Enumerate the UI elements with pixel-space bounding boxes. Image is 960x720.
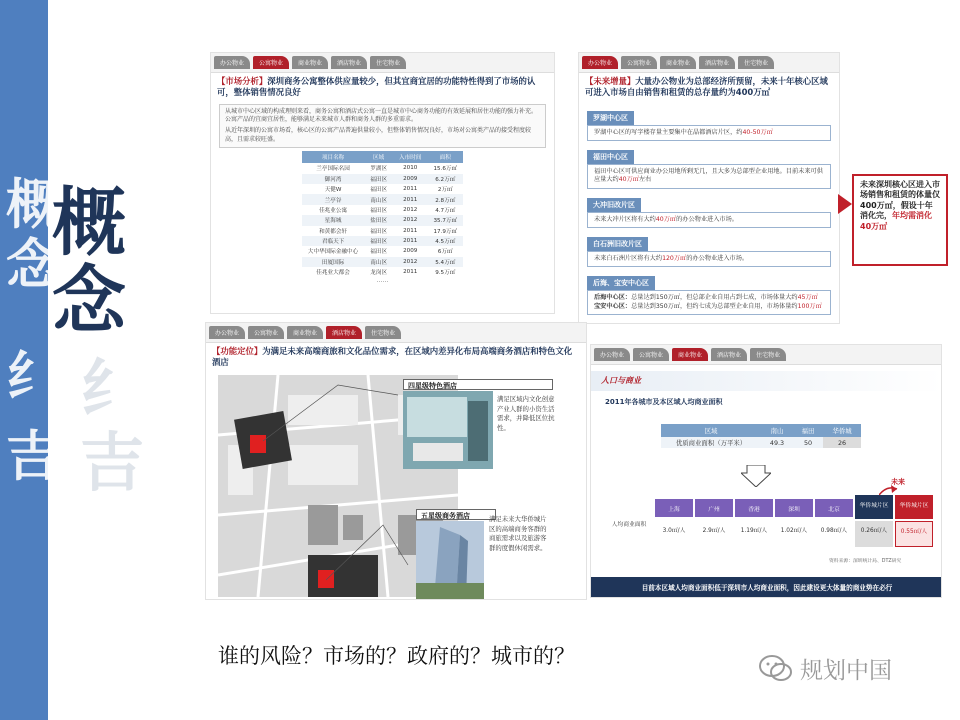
tab-residential[interactable]: 住宅物业 <box>370 56 406 69</box>
south-region <box>587 270 831 315</box>
table-cell: 49.3 <box>761 437 793 448</box>
table-cell: 6万㎡ <box>437 249 453 256</box>
bullet-item: 从城市中心区域的构成理则来看，商务公寓和酒店式公寓一直是城市中心商务功能的有效延展和居住功能的强力补充。公寓产品的宜商宜居性，能够满足未来城市人群和商务人群的多重需求。 <box>225 107 538 124</box>
table-row <box>302 246 463 256</box>
table-cell: 2011 <box>403 186 418 193</box>
table-cell: 盐田区 <box>364 215 393 225</box>
table-row <box>302 174 463 184</box>
hotel-tabs <box>206 323 586 343</box>
table-cell: 龙岗区 <box>370 270 388 277</box>
region-text: 未来大冲片区将有大约 <box>594 215 656 223</box>
apartment-bullets <box>219 104 546 149</box>
table-cell: 优质商业面积（万平米） <box>661 437 761 448</box>
column-value: 1.19㎡/人 <box>735 521 773 547</box>
title-char-1: 概 <box>52 180 126 266</box>
office-panel <box>578 52 840 324</box>
tab-office[interactable]: 办公物业 <box>209 326 245 339</box>
table-row <box>302 236 463 246</box>
commerce-panel <box>590 344 942 598</box>
region-body <box>587 212 831 228</box>
table-cell: 2012 <box>403 206 418 213</box>
region-title: 后海、宝安中心区 <box>587 276 655 290</box>
callout-highlight: 年均需消化40万㎡ <box>860 211 932 231</box>
region-title: 福田中心区 <box>587 150 634 164</box>
headline-text: 为满足未来高端商旅和文化品位需求，在区域内差异化布局高端商务酒店和特色文化酒店 <box>212 346 573 368</box>
title-ghost-char-4: 吉 <box>6 425 60 488</box>
tab-hotel[interactable]: 酒店物业 <box>699 56 735 69</box>
south-text-before: 总量达到150万㎡，但总部企业自用占到七成，市场体量大约 <box>631 294 798 302</box>
table-cell: 福田区 <box>370 249 388 256</box>
region-body <box>587 164 831 189</box>
region-body <box>587 251 831 267</box>
headline-tag: 【市场分析】 <box>217 76 268 86</box>
apartment-tabs <box>211 53 554 73</box>
table-cell: 御河湾 <box>302 174 364 184</box>
region-body <box>587 290 831 315</box>
table-cell: 17.9万㎡ <box>433 228 458 235</box>
apartment-headline <box>211 73 554 102</box>
office-region <box>587 105 831 141</box>
title-ghost-char-2: 念 <box>6 233 60 296</box>
four-star-title: 四星级特色酒店 <box>403 379 553 390</box>
hotel-panel <box>205 322 587 600</box>
table-cell: 兰亭国际名园 <box>316 166 350 173</box>
table-cell: 35.7万㎡ <box>427 215 463 225</box>
table-cell: 2009 <box>393 174 427 184</box>
column-header: 香港 <box>735 499 773 517</box>
table-row <box>302 194 463 204</box>
table-row <box>302 226 463 236</box>
table-cell: 佳兆业公寓 <box>319 207 348 214</box>
down-arrow-icon <box>741 465 771 487</box>
watermark-text: 规划中国 <box>800 658 892 684</box>
region-text: 的办公物业进入市场。 <box>676 215 738 223</box>
tab-hotel[interactable]: 酒店物业 <box>711 348 747 361</box>
office-headline <box>579 73 839 102</box>
commerce-tabs <box>591 345 941 365</box>
column-header: 深圳 <box>775 499 813 517</box>
five-star-hotel-image <box>416 521 484 599</box>
table-header: 南山 <box>761 424 793 437</box>
table-header: 面积 <box>427 151 463 163</box>
office-regions <box>579 105 839 268</box>
tab-office[interactable]: 办公物业 <box>594 348 630 361</box>
callout-arrow-icon <box>838 194 852 214</box>
table-cell: 南山区 <box>364 257 393 267</box>
headline-text: 大量办公物业为总部经济所预留，未来十年核心区域可进入市场自由销售和租赁的总存量约为400万㎡ <box>585 76 828 98</box>
tab-commerce[interactable]: 商业物业 <box>292 56 328 69</box>
table-cell: 6.2万㎡ <box>427 174 463 184</box>
table-cell: 2012 <box>393 257 427 267</box>
table-header: 入市时间 <box>393 151 427 163</box>
table-cell: 大中华国际金融中心 <box>307 249 359 256</box>
table-header: 区域 <box>661 424 761 437</box>
title-ghost-char-3: 纟 <box>6 345 60 408</box>
table-cell: 福田区 <box>370 228 388 235</box>
table-row <box>302 184 463 194</box>
column-value: 3.0㎡/人 <box>655 521 693 547</box>
tab-residential[interactable]: 住宅物业 <box>365 326 401 339</box>
title-ghost-right-2: 吉 <box>80 427 144 501</box>
commerce-bottom-table <box>605 495 935 553</box>
table-header: 区域 <box>364 151 393 163</box>
south-row <box>594 303 824 311</box>
column-header: 上海 <box>655 499 693 517</box>
table-more: …… <box>376 277 389 285</box>
region-body <box>587 125 831 141</box>
south-label: 宝安中心区： <box>594 302 632 310</box>
wechat-icon <box>758 654 794 684</box>
tab-office[interactable]: 办公物业 <box>214 56 250 69</box>
table-cell: 5.4万㎡ <box>427 257 463 267</box>
region-text: 罗湖中心区的写字楼存量主要集中在晶都酒店片区，约 <box>594 128 743 136</box>
table-cell: 2010 <box>403 165 418 172</box>
office-region <box>587 144 831 189</box>
table-cell: 4.7万㎡ <box>435 207 456 214</box>
table-cell: 9.5万㎡ <box>435 270 456 277</box>
region-text: 未来白石洲片区将有大约 <box>594 255 663 263</box>
table-cell: 和黄都会轩 <box>319 228 348 235</box>
tab-apartment[interactable]: 公寓物业 <box>253 56 289 69</box>
table-row <box>302 215 463 225</box>
region-highlight: 40万㎡ <box>618 176 639 184</box>
region-text: 左右 <box>639 176 652 184</box>
office-region <box>587 231 831 267</box>
tab-apartment[interactable]: 公寓物业 <box>633 348 669 361</box>
region-title: 白石洲旧改片区 <box>587 237 648 251</box>
tab-commerce[interactable]: 商业物业 <box>672 348 708 361</box>
table-cell: 南山区 <box>364 194 393 204</box>
tab-hotel[interactable]: 酒店物业 <box>331 56 367 69</box>
table-row <box>302 267 463 277</box>
column-header: 华侨城片区 <box>855 495 893 519</box>
column-value: 0.98㎡/人 <box>815 521 853 547</box>
table-cell: 君临天下 <box>302 236 364 246</box>
headline-text: 深圳商务公寓整体供应量较少，但其宜商宜居的功能特性得到了市场的认可，整体销售情况良好 <box>217 76 536 98</box>
column-value: 0.55㎡/人 <box>895 521 933 547</box>
column-header: 广州 <box>695 499 733 517</box>
office-region <box>587 192 831 228</box>
office-callout <box>852 174 948 266</box>
section-band <box>591 371 942 391</box>
commerce-top-table <box>661 424 861 448</box>
tab-apartment[interactable]: 公寓物业 <box>621 56 657 69</box>
tab-commerce[interactable]: 商业物业 <box>660 56 696 69</box>
tab-apartment[interactable]: 公寓物业 <box>248 326 284 339</box>
region-text: 的办公物业进入市场。 <box>686 255 749 263</box>
row-label: 人均商业面积 <box>611 522 647 528</box>
table-cell: 26 <box>823 437 861 448</box>
table-cell: 田厦国际 <box>302 257 364 267</box>
headline-tag: 【功能定位】 <box>212 346 263 356</box>
table-cell: 兰亭谷 <box>302 194 364 204</box>
tab-residential[interactable]: 住宅物业 <box>738 56 774 69</box>
five-star-desc: 满足未来大华侨城片区的高端商务客群的商旅需求以及旅游客群的度假休闲需求。 <box>489 515 547 552</box>
bullet-item: 从近年深圳的公寓市场看，核心区的公寓产品普遍供量较小，但整体销售情况良好，市场对公寓类产品的接受程度较高，且需求较旺盛。 <box>225 127 532 143</box>
page-caption: 谁的风险？市场的？政府的？城市的？ <box>218 644 575 668</box>
table-cell: 2011 <box>403 269 418 276</box>
table-cell: 佳兆业大都会 <box>316 270 350 277</box>
column-value: 1.02㎡/人 <box>775 521 813 547</box>
headline-tag: 【未来增量】 <box>585 76 636 86</box>
region-highlight: 40-50万㎡ <box>742 128 773 136</box>
region-highlight: 120万㎡ <box>662 255 687 263</box>
region-highlight: 40万㎡ <box>655 215 677 223</box>
four-star-desc: 满足区域内文化创意产业人群的小资生活需求，并降低区位抗性。 <box>497 395 555 432</box>
source-note: 资料来源：深圳统计局、DTZ研究 <box>829 559 902 564</box>
south-row <box>594 294 824 302</box>
table-row <box>302 163 463 173</box>
table-cell: 2011 <box>403 227 418 234</box>
tab-commerce[interactable]: 商业物业 <box>287 326 323 339</box>
table-row <box>302 205 463 215</box>
column-header: 北京 <box>815 499 853 517</box>
table-cell: 星海城 <box>302 215 364 225</box>
table-cell: 2012 <box>393 215 427 225</box>
future-label: 未来 <box>891 478 905 486</box>
table-cell: 福田区 <box>364 236 393 246</box>
column-header: 华侨城片区 <box>895 495 933 519</box>
table-cell: 福田区 <box>370 207 388 214</box>
four-star-hotel-image <box>403 391 493 469</box>
region-title: 大冲旧改片区 <box>587 198 641 212</box>
commerce-conclusion: 目前本区域人均商业面积低于深圳市人均商业面积，因此建设更大体量的商业势在必行 <box>591 577 942 597</box>
hotel-headline <box>206 343 586 371</box>
callout-text: 未来深圳核心区进入市场销售和租赁的体量仅400万㎡，假设十年消化完， <box>860 180 940 221</box>
table-header: 项目名称 <box>302 151 364 163</box>
apartment-panel <box>210 52 555 314</box>
table-cell: 罗湖区 <box>370 166 388 173</box>
region-title: 罗湖中心区 <box>587 111 634 125</box>
table-cell: 2011 <box>393 194 427 204</box>
south-highlight: 100万㎡ <box>797 302 822 310</box>
tab-office[interactable]: 办公物业 <box>582 56 618 69</box>
south-text-before: 总量达到350万㎡，但约七成为总部型企业自用，市场体量约 <box>631 302 798 310</box>
column-value: 0.26㎡/人 <box>855 521 893 547</box>
five-star-title: 五星级商务酒店 <box>416 509 496 520</box>
table-cell: 15.6万㎡ <box>433 166 458 173</box>
table-header: 华侨城 <box>823 424 861 437</box>
south-highlight: 45万㎡ <box>797 294 818 302</box>
title-ghost-right-1: 纟 <box>80 353 144 427</box>
table-cell: 2万㎡ <box>437 187 453 194</box>
south-label: 后海中心区： <box>594 294 632 302</box>
table-cell: 2009 <box>403 248 418 255</box>
office-tabs <box>579 53 839 73</box>
title-char-2: 念 <box>52 258 126 344</box>
table-cell: 2011 <box>393 236 427 246</box>
title-ghost-char-1: 概 <box>6 173 60 236</box>
table-cell: 福田区 <box>370 187 388 194</box>
table-header: 福田 <box>793 424 823 437</box>
region-text: 福田中心区可供应商业办公用地所剩无几，且大多为总部型企业用地。目前未来可供应量大约 <box>594 168 823 184</box>
chart-title: 2011年各城市及本区域人均商业面积 <box>605 398 723 406</box>
table-cell: 50 <box>793 437 823 448</box>
column-value: 2.9㎡/人 <box>695 521 733 547</box>
table-row <box>302 257 463 267</box>
table-cell: 4.5万㎡ <box>427 236 463 246</box>
apartment-table <box>302 151 463 277</box>
table-cell: 2.8万㎡ <box>427 194 463 204</box>
section-title: 人口与商业 <box>601 376 641 385</box>
tab-hotel[interactable]: 酒店物业 <box>326 326 362 339</box>
tab-residential[interactable]: 住宅物业 <box>750 348 786 361</box>
watermark <box>758 652 892 685</box>
table-cell: 福田区 <box>364 174 393 184</box>
table-cell: 天健W <box>324 187 342 194</box>
